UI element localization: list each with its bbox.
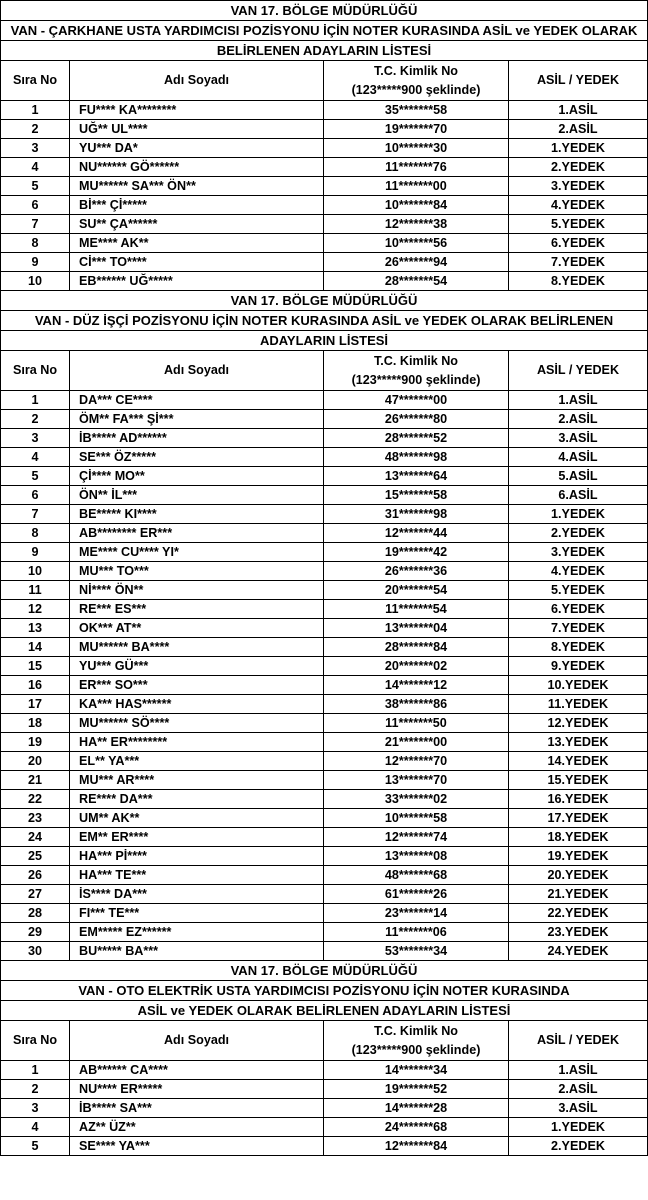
table-row bbox=[1, 467, 648, 486]
section-title: VAN 17. BÖLGE MÜDÜRLÜĞÜ bbox=[1, 1, 648, 21]
row-tc-kimlik: 19*******70 bbox=[324, 120, 509, 139]
table-row bbox=[1, 619, 648, 638]
row-sira-no: 10 bbox=[1, 562, 70, 581]
row-asil-yedek: 15.YEDEK bbox=[509, 771, 648, 790]
row-tc-kimlik: 28*******84 bbox=[324, 638, 509, 657]
table-row bbox=[1, 562, 648, 581]
row-asil-yedek: 1.YEDEK bbox=[509, 505, 648, 524]
row-asil-yedek: 1.ASİL bbox=[509, 391, 648, 410]
row-asil-yedek: 23.YEDEK bbox=[509, 923, 648, 942]
row-asil-yedek: 4.YEDEK bbox=[509, 196, 648, 215]
row-asil-yedek: 3.ASİL bbox=[509, 429, 648, 448]
row-sira-no: 3 bbox=[1, 139, 70, 158]
row-sira-no: 28 bbox=[1, 904, 70, 923]
section-title: VAN 17. BÖLGE MÜDÜRLÜĞÜ bbox=[1, 291, 648, 311]
row-asil-yedek: 7.YEDEK bbox=[509, 619, 648, 638]
header-tc-label: T.C. Kimlik No bbox=[374, 63, 458, 78]
row-sira-no: 21 bbox=[1, 771, 70, 790]
section-title: ASİL ve YEDEK OLARAK BELİRLENEN ADAYLARIN LİSTESİ bbox=[1, 1001, 648, 1021]
row-adi-soyadi: ER*** SO*** bbox=[70, 676, 324, 695]
header-asil-yedek: ASİL / YEDEK bbox=[509, 351, 648, 391]
row-adi-soyadi: MU*** AR**** bbox=[70, 771, 324, 790]
row-tc-kimlik: 10*******30 bbox=[324, 139, 509, 158]
table-row bbox=[1, 543, 648, 562]
row-sira-no: 1 bbox=[1, 101, 70, 120]
header-tc-kimlik bbox=[324, 351, 509, 391]
row-sira-no: 18 bbox=[1, 714, 70, 733]
table-row bbox=[1, 215, 648, 234]
table-row bbox=[1, 771, 648, 790]
row-asil-yedek: 5.YEDEK bbox=[509, 215, 648, 234]
row-asil-yedek: 2.ASİL bbox=[509, 1080, 648, 1099]
table-row bbox=[1, 410, 648, 429]
table-row bbox=[1, 638, 648, 657]
row-asil-yedek: 18.YEDEK bbox=[509, 828, 648, 847]
row-tc-kimlik: 20*******02 bbox=[324, 657, 509, 676]
row-adi-soyadi: Nİ**** ÖN** bbox=[70, 581, 324, 600]
table-row bbox=[1, 524, 648, 543]
header-tc-label: T.C. Kimlik No bbox=[374, 1023, 458, 1038]
row-sira-no: 27 bbox=[1, 885, 70, 904]
row-asil-yedek: 2.YEDEK bbox=[509, 524, 648, 543]
row-sira-no: 10 bbox=[1, 272, 70, 291]
section-title-row bbox=[1, 331, 648, 351]
row-adi-soyadi: ÖM** FA*** Şİ*** bbox=[70, 410, 324, 429]
row-adi-soyadi: MU****** SÖ**** bbox=[70, 714, 324, 733]
header-asil-yedek: ASİL / YEDEK bbox=[509, 61, 648, 101]
row-tc-kimlik: 12*******84 bbox=[324, 1137, 509, 1156]
row-asil-yedek: 8.YEDEK bbox=[509, 638, 648, 657]
row-adi-soyadi: AB******** ER*** bbox=[70, 524, 324, 543]
row-asil-yedek: 2.ASİL bbox=[509, 410, 648, 429]
section-title: VAN - ÇARKHANE USTA YARDIMCISI POZİSYONU İÇİN NOTER KURASINDA ASİL ve YEDEK OLARAK bbox=[1, 21, 648, 41]
row-asil-yedek: 2.ASİL bbox=[509, 120, 648, 139]
section-title-row bbox=[1, 981, 648, 1001]
header-sira-no: Sıra No bbox=[1, 61, 70, 101]
row-tc-kimlik: 21*******00 bbox=[324, 733, 509, 752]
table-row bbox=[1, 790, 648, 809]
row-adi-soyadi: ÖN** İL*** bbox=[70, 486, 324, 505]
row-tc-kimlik: 48*******98 bbox=[324, 448, 509, 467]
table-row bbox=[1, 657, 648, 676]
row-sira-no: 5 bbox=[1, 177, 70, 196]
row-tc-kimlik: 23*******14 bbox=[324, 904, 509, 923]
row-sira-no: 25 bbox=[1, 847, 70, 866]
header-adi-soyadi: Adı Soyadı bbox=[70, 351, 324, 391]
row-sira-no: 9 bbox=[1, 253, 70, 272]
row-asil-yedek: 3.YEDEK bbox=[509, 177, 648, 196]
row-adi-soyadi: EM***** EZ****** bbox=[70, 923, 324, 942]
table-row bbox=[1, 139, 648, 158]
row-adi-soyadi: SE**** YA*** bbox=[70, 1137, 324, 1156]
row-tc-kimlik: 11*******00 bbox=[324, 177, 509, 196]
row-tc-kimlik: 15*******58 bbox=[324, 486, 509, 505]
row-adi-soyadi: BE***** KI**** bbox=[70, 505, 324, 524]
row-adi-soyadi: BU***** BA*** bbox=[70, 942, 324, 961]
row-adi-soyadi: MU*** TO*** bbox=[70, 562, 324, 581]
row-tc-kimlik: 47*******00 bbox=[324, 391, 509, 410]
row-sira-no: 29 bbox=[1, 923, 70, 942]
row-adi-soyadi: HA*** Pİ**** bbox=[70, 847, 324, 866]
row-adi-soyadi: OK*** AT** bbox=[70, 619, 324, 638]
row-adi-soyadi: ME**** CU**** YI* bbox=[70, 543, 324, 562]
row-sira-no: 1 bbox=[1, 1061, 70, 1080]
table-row bbox=[1, 733, 648, 752]
row-adi-soyadi: RE*** ES*** bbox=[70, 600, 324, 619]
table-row bbox=[1, 885, 648, 904]
row-asil-yedek: 4.ASİL bbox=[509, 448, 648, 467]
row-tc-kimlik: 11*******06 bbox=[324, 923, 509, 942]
table-row bbox=[1, 866, 648, 885]
row-tc-kimlik: 26*******94 bbox=[324, 253, 509, 272]
row-asil-yedek: 10.YEDEK bbox=[509, 676, 648, 695]
row-asil-yedek: 19.YEDEK bbox=[509, 847, 648, 866]
section-title: BELİRLENEN ADAYLARIN LİSTESİ bbox=[1, 41, 648, 61]
table-row bbox=[1, 429, 648, 448]
table-row bbox=[1, 272, 648, 291]
row-asil-yedek: 8.YEDEK bbox=[509, 272, 648, 291]
row-tc-kimlik: 28*******52 bbox=[324, 429, 509, 448]
row-sira-no: 5 bbox=[1, 1137, 70, 1156]
row-sira-no: 9 bbox=[1, 543, 70, 562]
row-asil-yedek: 5.YEDEK bbox=[509, 581, 648, 600]
table-row bbox=[1, 923, 648, 942]
row-asil-yedek: 6.YEDEK bbox=[509, 600, 648, 619]
row-tc-kimlik: 11*******54 bbox=[324, 600, 509, 619]
row-sira-no: 16 bbox=[1, 676, 70, 695]
header-adi-soyadi: Adı Soyadı bbox=[70, 1021, 324, 1061]
row-tc-kimlik: 10*******58 bbox=[324, 809, 509, 828]
row-sira-no: 7 bbox=[1, 215, 70, 234]
row-sira-no: 7 bbox=[1, 505, 70, 524]
row-tc-kimlik: 53*******34 bbox=[324, 942, 509, 961]
row-asil-yedek: 11.YEDEK bbox=[509, 695, 648, 714]
row-tc-kimlik: 12*******70 bbox=[324, 752, 509, 771]
table-row bbox=[1, 847, 648, 866]
row-adi-soyadi: UĞ** UL**** bbox=[70, 120, 324, 139]
row-asil-yedek: 3.ASİL bbox=[509, 1099, 648, 1118]
table-row bbox=[1, 676, 648, 695]
table-row bbox=[1, 828, 648, 847]
section-title: ADAYLARIN LİSTESİ bbox=[1, 331, 648, 351]
row-adi-soyadi: RE**** DA*** bbox=[70, 790, 324, 809]
table-row bbox=[1, 196, 648, 215]
section-title-row bbox=[1, 41, 648, 61]
row-sira-no: 4 bbox=[1, 448, 70, 467]
section-title-row bbox=[1, 1001, 648, 1021]
header-tc-format: (123*****900 şeklinde) bbox=[351, 82, 481, 97]
row-adi-soyadi: AB****** CA**** bbox=[70, 1061, 324, 1080]
header-sira-no: Sıra No bbox=[1, 351, 70, 391]
row-sira-no: 26 bbox=[1, 866, 70, 885]
row-sira-no: 1 bbox=[1, 391, 70, 410]
table-row bbox=[1, 752, 648, 771]
section-title: VAN - OTO ELEKTRİK USTA YARDIMCISI POZİSYONU İÇİN NOTER KURASINDA bbox=[1, 981, 648, 1001]
row-sira-no: 30 bbox=[1, 942, 70, 961]
row-tc-kimlik: 11*******50 bbox=[324, 714, 509, 733]
row-sira-no: 2 bbox=[1, 1080, 70, 1099]
row-adi-soyadi: Çİ**** MO** bbox=[70, 467, 324, 486]
row-asil-yedek: 16.YEDEK bbox=[509, 790, 648, 809]
table-row bbox=[1, 1118, 648, 1137]
table-row bbox=[1, 101, 648, 120]
row-sira-no: 5 bbox=[1, 467, 70, 486]
row-adi-soyadi: MU****** BA**** bbox=[70, 638, 324, 657]
row-tc-kimlik: 61*******26 bbox=[324, 885, 509, 904]
row-sira-no: 6 bbox=[1, 486, 70, 505]
row-tc-kimlik: 24*******68 bbox=[324, 1118, 509, 1137]
row-adi-soyadi: FI*** TE*** bbox=[70, 904, 324, 923]
row-sira-no: 17 bbox=[1, 695, 70, 714]
row-adi-soyadi: İB***** SA*** bbox=[70, 1099, 324, 1118]
table-row bbox=[1, 942, 648, 961]
table-row bbox=[1, 714, 648, 733]
row-tc-kimlik: 10*******84 bbox=[324, 196, 509, 215]
row-asil-yedek: 6.ASİL bbox=[509, 486, 648, 505]
row-sira-no: 4 bbox=[1, 158, 70, 177]
table-row bbox=[1, 158, 648, 177]
row-asil-yedek: 4.YEDEK bbox=[509, 562, 648, 581]
row-asil-yedek: 1.YEDEK bbox=[509, 139, 648, 158]
header-asil-yedek: ASİL / YEDEK bbox=[509, 1021, 648, 1061]
row-sira-no: 22 bbox=[1, 790, 70, 809]
table-row bbox=[1, 809, 648, 828]
row-adi-soyadi: YU*** GÜ*** bbox=[70, 657, 324, 676]
row-tc-kimlik: 13*******08 bbox=[324, 847, 509, 866]
row-adi-soyadi: KA*** HAS****** bbox=[70, 695, 324, 714]
row-asil-yedek: 2.YEDEK bbox=[509, 1137, 648, 1156]
row-tc-kimlik: 33*******02 bbox=[324, 790, 509, 809]
header-tc-format: (123*****900 şeklinde) bbox=[351, 1042, 481, 1057]
row-tc-kimlik: 13*******70 bbox=[324, 771, 509, 790]
row-tc-kimlik: 10*******56 bbox=[324, 234, 509, 253]
row-sira-no: 2 bbox=[1, 120, 70, 139]
row-adi-soyadi: UM** AK** bbox=[70, 809, 324, 828]
row-asil-yedek: 5.ASİL bbox=[509, 467, 648, 486]
row-sira-no: 11 bbox=[1, 581, 70, 600]
row-asil-yedek: 3.YEDEK bbox=[509, 543, 648, 562]
row-adi-soyadi: ME**** AK** bbox=[70, 234, 324, 253]
table-row bbox=[1, 1061, 648, 1080]
row-asil-yedek: 6.YEDEK bbox=[509, 234, 648, 253]
row-adi-soyadi: YU*** DA* bbox=[70, 139, 324, 158]
row-tc-kimlik: 38*******86 bbox=[324, 695, 509, 714]
table-row bbox=[1, 120, 648, 139]
table-row bbox=[1, 1137, 648, 1156]
row-sira-no: 2 bbox=[1, 410, 70, 429]
row-adi-soyadi: MU****** SA*** ÖN** bbox=[70, 177, 324, 196]
header-tc-kimlik bbox=[324, 61, 509, 101]
table-row bbox=[1, 505, 648, 524]
header-adi-soyadi: Adı Soyadı bbox=[70, 61, 324, 101]
row-adi-soyadi: HA** ER******** bbox=[70, 733, 324, 752]
table-row bbox=[1, 581, 648, 600]
header-sira-no: Sıra No bbox=[1, 1021, 70, 1061]
row-tc-kimlik: 13*******04 bbox=[324, 619, 509, 638]
row-sira-no: 8 bbox=[1, 234, 70, 253]
table-row bbox=[1, 904, 648, 923]
section-title-row bbox=[1, 1, 648, 21]
row-asil-yedek: 2.YEDEK bbox=[509, 158, 648, 177]
table-row bbox=[1, 448, 648, 467]
row-tc-kimlik: 28*******54 bbox=[324, 272, 509, 291]
row-adi-soyadi: İS**** DA*** bbox=[70, 885, 324, 904]
row-tc-kimlik: 14*******34 bbox=[324, 1061, 509, 1080]
row-asil-yedek: 1.ASİL bbox=[509, 1061, 648, 1080]
table-row bbox=[1, 600, 648, 619]
row-sira-no: 4 bbox=[1, 1118, 70, 1137]
row-sira-no: 3 bbox=[1, 1099, 70, 1118]
table-row bbox=[1, 695, 648, 714]
row-tc-kimlik: 20*******54 bbox=[324, 581, 509, 600]
section-title-row bbox=[1, 291, 648, 311]
table-row bbox=[1, 486, 648, 505]
row-sira-no: 8 bbox=[1, 524, 70, 543]
row-sira-no: 14 bbox=[1, 638, 70, 657]
row-tc-kimlik: 26*******36 bbox=[324, 562, 509, 581]
row-adi-soyadi: NU**** ER***** bbox=[70, 1080, 324, 1099]
row-asil-yedek: 1.ASİL bbox=[509, 101, 648, 120]
row-tc-kimlik: 26*******80 bbox=[324, 410, 509, 429]
row-adi-soyadi: DA*** CE**** bbox=[70, 391, 324, 410]
row-sira-no: 12 bbox=[1, 600, 70, 619]
row-adi-soyadi: Cİ*** TO**** bbox=[70, 253, 324, 272]
row-tc-kimlik: 14*******12 bbox=[324, 676, 509, 695]
row-asil-yedek: 12.YEDEK bbox=[509, 714, 648, 733]
row-asil-yedek: 20.YEDEK bbox=[509, 866, 648, 885]
row-sira-no: 20 bbox=[1, 752, 70, 771]
row-sira-no: 19 bbox=[1, 733, 70, 752]
row-tc-kimlik: 19*******42 bbox=[324, 543, 509, 562]
row-asil-yedek: 24.YEDEK bbox=[509, 942, 648, 961]
row-asil-yedek: 7.YEDEK bbox=[509, 253, 648, 272]
row-adi-soyadi: Bİ*** Çİ***** bbox=[70, 196, 324, 215]
table-row bbox=[1, 234, 648, 253]
row-sira-no: 23 bbox=[1, 809, 70, 828]
row-asil-yedek: 13.YEDEK bbox=[509, 733, 648, 752]
row-tc-kimlik: 12*******38 bbox=[324, 215, 509, 234]
row-tc-kimlik: 14*******28 bbox=[324, 1099, 509, 1118]
row-adi-soyadi: EB****** UĞ***** bbox=[70, 272, 324, 291]
row-tc-kimlik: 11*******76 bbox=[324, 158, 509, 177]
row-adi-soyadi: SU** ÇA****** bbox=[70, 215, 324, 234]
row-sira-no: 3 bbox=[1, 429, 70, 448]
row-adi-soyadi: SE*** ÖZ***** bbox=[70, 448, 324, 467]
section-title-row bbox=[1, 961, 648, 981]
row-adi-soyadi: HA*** TE*** bbox=[70, 866, 324, 885]
row-sira-no: 15 bbox=[1, 657, 70, 676]
row-adi-soyadi: AZ** ÜZ** bbox=[70, 1118, 324, 1137]
row-adi-soyadi: FU**** KA******** bbox=[70, 101, 324, 120]
row-tc-kimlik: 12*******44 bbox=[324, 524, 509, 543]
row-asil-yedek: 21.YEDEK bbox=[509, 885, 648, 904]
row-asil-yedek: 14.YEDEK bbox=[509, 752, 648, 771]
row-adi-soyadi: EL** YA*** bbox=[70, 752, 324, 771]
header-row bbox=[1, 351, 648, 391]
row-asil-yedek: 9.YEDEK bbox=[509, 657, 648, 676]
table-row bbox=[1, 177, 648, 196]
header-row bbox=[1, 61, 648, 101]
row-tc-kimlik: 31*******98 bbox=[324, 505, 509, 524]
row-tc-kimlik: 48*******68 bbox=[324, 866, 509, 885]
row-asil-yedek: 17.YEDEK bbox=[509, 809, 648, 828]
row-adi-soyadi: EM** ER**** bbox=[70, 828, 324, 847]
table-row bbox=[1, 1099, 648, 1118]
row-sira-no: 24 bbox=[1, 828, 70, 847]
row-asil-yedek: 22.YEDEK bbox=[509, 904, 648, 923]
row-sira-no: 13 bbox=[1, 619, 70, 638]
row-sira-no: 6 bbox=[1, 196, 70, 215]
section-title: VAN - DÜZ İŞÇİ POZİSYONU İÇİN NOTER KURASINDA ASİL ve YEDEK OLARAK BELİRLENEN bbox=[1, 311, 648, 331]
row-tc-kimlik: 19*******52 bbox=[324, 1080, 509, 1099]
header-row bbox=[1, 1021, 648, 1061]
row-adi-soyadi: NU****** GÖ****** bbox=[70, 158, 324, 177]
header-tc-label: T.C. Kimlik No bbox=[374, 353, 458, 368]
table-row bbox=[1, 391, 648, 410]
section-title-row bbox=[1, 311, 648, 331]
header-tc-kimlik bbox=[324, 1021, 509, 1061]
row-tc-kimlik: 13*******64 bbox=[324, 467, 509, 486]
row-asil-yedek: 1.YEDEK bbox=[509, 1118, 648, 1137]
section-title: VAN 17. BÖLGE MÜDÜRLÜĞÜ bbox=[1, 961, 648, 981]
header-tc-format: (123*****900 şeklinde) bbox=[351, 372, 481, 387]
table-row bbox=[1, 1080, 648, 1099]
table-row bbox=[1, 253, 648, 272]
row-tc-kimlik: 12*******74 bbox=[324, 828, 509, 847]
row-adi-soyadi: İB***** AD****** bbox=[70, 429, 324, 448]
section-title-row bbox=[1, 21, 648, 41]
row-tc-kimlik: 35*******58 bbox=[324, 101, 509, 120]
